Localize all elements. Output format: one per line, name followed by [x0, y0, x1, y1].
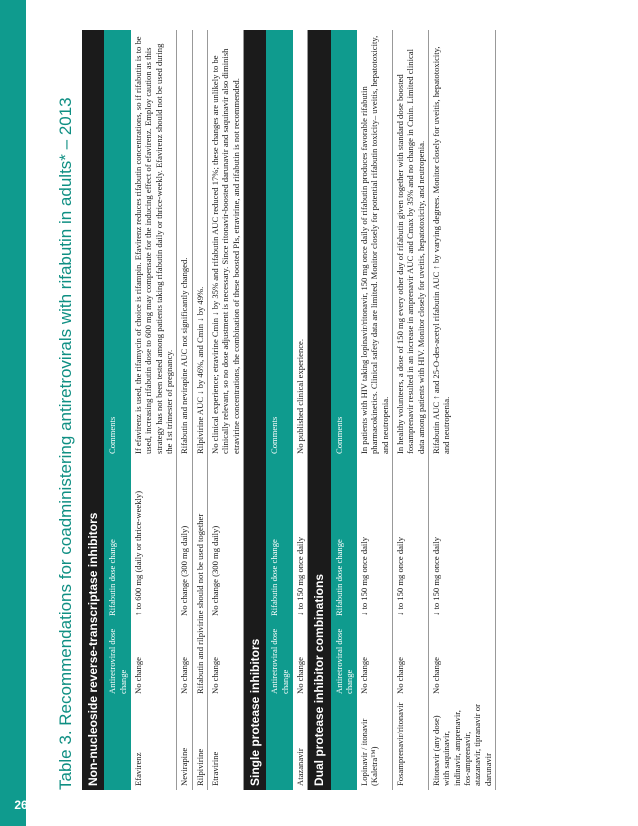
column-header [104, 698, 131, 790]
page-number: 26 [14, 798, 28, 812]
antiretroviral-dose-change: No change [393, 620, 429, 698]
column-header-row [266, 30, 293, 790]
merged-dose-note: Rifabutin and rilpivirine should not be used together [192, 458, 207, 698]
column-header-row [104, 30, 131, 790]
comments: If efavirenz is used, the rifamycin of choice is rifampin. Efavirenz reduces rifabutin concentrations, so if rifabutin is to be used, increasing rifabutin dose to 600 mg may compensate for the inducing effect of efavirenz. Employ caution as this strategy has not been tested among patients taking rifabutin daily or thrice-weekly. Efavirenz should not be used during the 1st trimester of pregnancy. [131, 30, 177, 458]
drug-name: Ritonavir (any dose) with saquinavir, indinavir, amprenavir, fos-amprenavir, atazanavir, tipranavir or darunavir [429, 698, 496, 790]
drug-name: Fosamprenavir/ritonavir [393, 698, 429, 790]
section-heading-row [82, 30, 104, 790]
section-heading-row [308, 30, 331, 790]
comments: No published clinical experience. [293, 30, 308, 458]
rifabutin-dose-change: ↓ to 150 mg once daily [429, 458, 496, 620]
comments: Rifabutin AUC ↑ and 25-O-des-acetyl rifabutin AUC ↑ by varying degrees. Monitor closely for uveitis, hepatotoxicity, and neutropenia. [429, 30, 496, 458]
section-heading: Single protease inhibitors [243, 30, 266, 790]
comments: No clinical experience; etravirine Cmin ↓ by 35% and rifabutin AUC reduced 17%; these changes are unlikely to be clinically relevant, so no dose adjustment is necessary. Since ritonavir-boosted darunavir and saquinavir also diminish etravirine concentrations, the combination of these boosted PIs, etravirine, and rifabutin is not recommended. [207, 30, 243, 458]
column-header [266, 698, 293, 790]
drug-name: Atazanavir [293, 698, 308, 790]
table-row [192, 30, 207, 790]
rifabutin-dose-change: ↑ to 600 mg (daily or thrice-weekly) [131, 458, 177, 620]
rifabutin-dose-change: No change (300 mg daily) [177, 458, 192, 620]
antiretroviral-dose-change: No change [131, 620, 177, 698]
drug-name: Nevirapine [177, 698, 192, 790]
column-header: Rifabutin dose change [266, 458, 293, 620]
table-title: Table 3. Recommendations for coadministering antiretrovirals with rifabutin in adults* – 2013 [56, 97, 75, 790]
comments: In patients with HIV taking lopinavir/ritonavir, 150 mg once daily of rifabutin produces favorable rifabutin pharmacokinetics. Clinical safety data are limited. Monitor closely for potential rifabutin toxicity– uveitis, hepatotoxicity, and neutropenia. [357, 30, 392, 458]
table-row [207, 30, 243, 790]
column-header: Rifabutin dose change [331, 458, 358, 620]
rifabutin-dose-change: No change (300 mg daily) [207, 458, 243, 620]
drug-name: Efavirenz [131, 698, 177, 790]
table-row [177, 30, 192, 790]
section-heading: Dual protease inhibitor combinations [308, 30, 331, 790]
antiretroviral-dose-change: No change [207, 620, 243, 698]
column-header: Rifabutin dose change [104, 458, 131, 620]
column-header: Antiretroviral dose change [331, 620, 358, 698]
drug-name: Etravirine [207, 698, 243, 790]
column-header: Antiretroviral dose change [266, 620, 293, 698]
rotated-table-container [50, 30, 630, 790]
comments: Rifabutin and nevirapine AUC not significantly changed. [177, 30, 192, 458]
column-header: Comments [331, 30, 358, 458]
antiretroviral-dose-change: No change [293, 620, 308, 698]
rifabutin-dose-change: ↓ to 150 mg once daily [357, 458, 392, 620]
table-row [357, 30, 392, 790]
antiretroviral-dose-change: No change [429, 620, 496, 698]
column-header-row [331, 30, 358, 790]
drug-name: Lopinavir / itonavir (Kaletra™) [357, 698, 392, 790]
antiretroviral-dose-change: No change [357, 620, 392, 698]
table-row [429, 30, 496, 790]
section-heading-row [243, 30, 266, 790]
section-heading: Non-nucleoside reverse-transcriptase inhibitors [82, 30, 104, 790]
antiretroviral-dose-change: No change [177, 620, 192, 698]
column-header: Comments [266, 30, 293, 458]
page-sidebar [0, 0, 26, 826]
rifabutin-dose-change: ↓ to 150 mg once daily [393, 458, 429, 620]
comments: Rilpivirine AUC ↓ by 46%, and Cmin ↓ by 49%. [192, 30, 207, 458]
table-row [293, 30, 308, 790]
drug-name: Rilpivirine [192, 698, 207, 790]
column-header [331, 698, 358, 790]
recommendations-table [82, 30, 496, 790]
table-row [131, 30, 177, 790]
column-header: Antiretroviral dose change [104, 620, 131, 698]
comments: In healthy volunteers, a dose of 150 mg every other day of rifabutin given together with standard dose boosted fosamprenavir resulted in an increase in amprenavir AUC and Cmax by 35% and no change in Cmin. Limited clinical data among patients with HIV. Monitor closely for uveitis, hepatotoxicity, and neutropenia. [393, 30, 429, 458]
table-row [393, 30, 429, 790]
rifabutin-dose-change: ↓ to 150 mg once daily [293, 458, 308, 620]
column-header: Comments [104, 30, 131, 458]
